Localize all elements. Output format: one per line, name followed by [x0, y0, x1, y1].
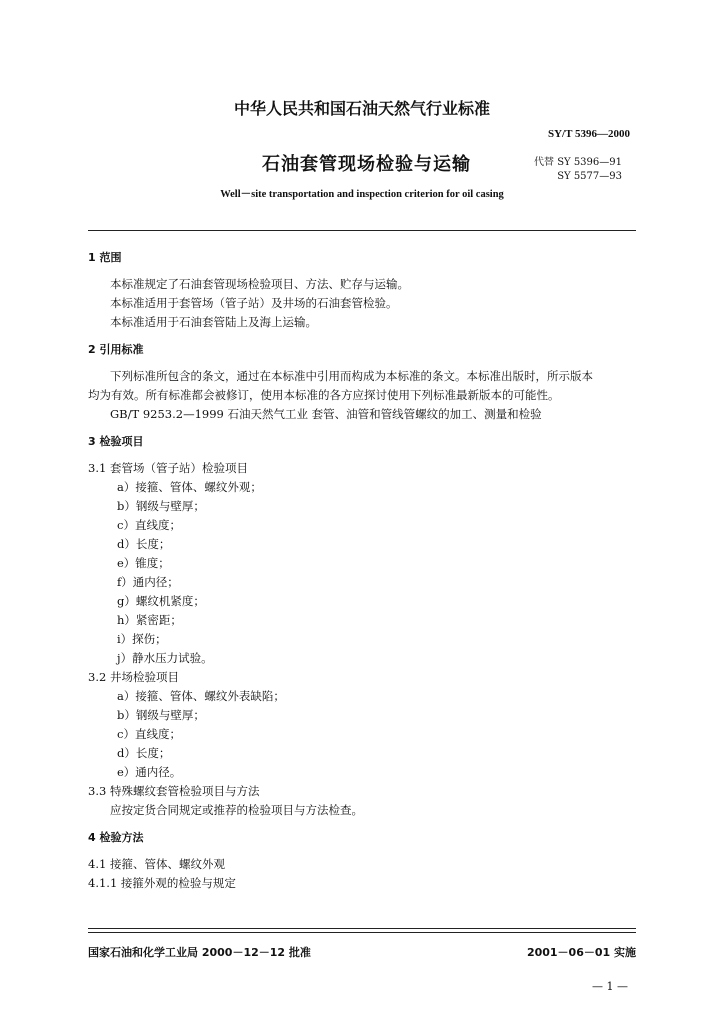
list-item: i）探伤；	[117, 632, 167, 646]
section-1-paragraph: 本标准适用于套管场（管子站）及井场的石油套管检验。	[110, 296, 398, 310]
section-4-heading: 4 检验方法	[88, 831, 144, 844]
document-title: 石油套管现场检验与运输	[262, 154, 471, 175]
list-item: b）钢级与壁厚；	[117, 708, 205, 722]
list-item: b）钢级与壁厚；	[117, 499, 205, 513]
list-item: d）长度；	[117, 746, 171, 760]
section-3-3-heading: 3.3 特殊螺纹套管检验项目与方法	[88, 784, 260, 798]
list-item: c）直线度；	[117, 727, 181, 741]
replaces-standard-2: SY 5577—93	[557, 171, 622, 182]
effective-date: 2001－06－01 实施	[526, 946, 636, 959]
document-body	[88, 248, 648, 893]
list-item: g）螺纹机紧度；	[117, 594, 205, 608]
section-2-heading: 2 引用标准	[88, 343, 144, 356]
list-item: e）锥度；	[117, 556, 170, 570]
header-divider	[88, 230, 636, 231]
english-title: Well－site transportation and inspection criterion for oil casing	[220, 189, 504, 200]
list-item: a）接箍、管体、螺纹外观；	[117, 480, 262, 494]
list-item: c）直线度；	[117, 518, 181, 532]
list-item: a）接箍、管体、螺纹外表缺陷；	[117, 689, 285, 703]
list-item: j）静水压力试验。	[117, 651, 213, 665]
section-2-paragraph: 下列标准所包含的条文，通过在本标准中引用而构成为本标准的条文。本标准出版时，所示版本	[110, 369, 593, 383]
page-number: — 1 —	[592, 980, 628, 993]
section-1-paragraph: 本标准适用于石油套管陆上及海上运输。	[110, 315, 317, 329]
list-item: e）通内径。	[117, 765, 182, 779]
standard-code: SY/T 5396—2000	[547, 128, 630, 140]
section-1-heading: 1 范围	[88, 251, 122, 264]
footer-divider	[88, 928, 636, 929]
section-3-1-heading: 3.1 套管场（管子站）检验项目	[88, 461, 248, 475]
list-item: f）通内径；	[117, 575, 179, 589]
reference-standard: GB/T 9253.2—1999 石油天然气工业 套管、油管和管线管螺纹的加工、测量和检验	[110, 407, 542, 421]
industry-standard-title: 中华人民共和国石油天然气行业标准	[233, 99, 490, 118]
section-3-3-paragraph: 应按定货合同规定或推荐的检验项目与方法检查。	[110, 803, 363, 817]
footer-divider	[88, 932, 636, 933]
section-3-heading: 3 检验项目	[88, 435, 144, 448]
list-item: d）长度；	[117, 537, 171, 551]
list-item: h）紧密距；	[117, 613, 182, 627]
approval-date: 国家石油和化学工业局 2000－12－12 批准	[88, 946, 311, 959]
section-2-paragraph-cont: 均为有效。所有标准都会被修订，使用本标准的各方应探讨使用下列标准最新版本的可能性。	[88, 388, 560, 402]
section-4-1-1-heading: 4.1.1 接箍外观的检验与规定	[88, 876, 236, 890]
section-1-paragraph: 本标准规定了石油套管现场检验项目、方法、贮存与运输。	[110, 277, 409, 291]
replaces-standard-1: 代替 SY 5396—91	[534, 157, 622, 168]
section-3-2-heading: 3.2 井场检验项目	[88, 670, 179, 684]
section-4-1-heading: 4.1 接箍、管体、螺纹外观	[88, 857, 225, 871]
